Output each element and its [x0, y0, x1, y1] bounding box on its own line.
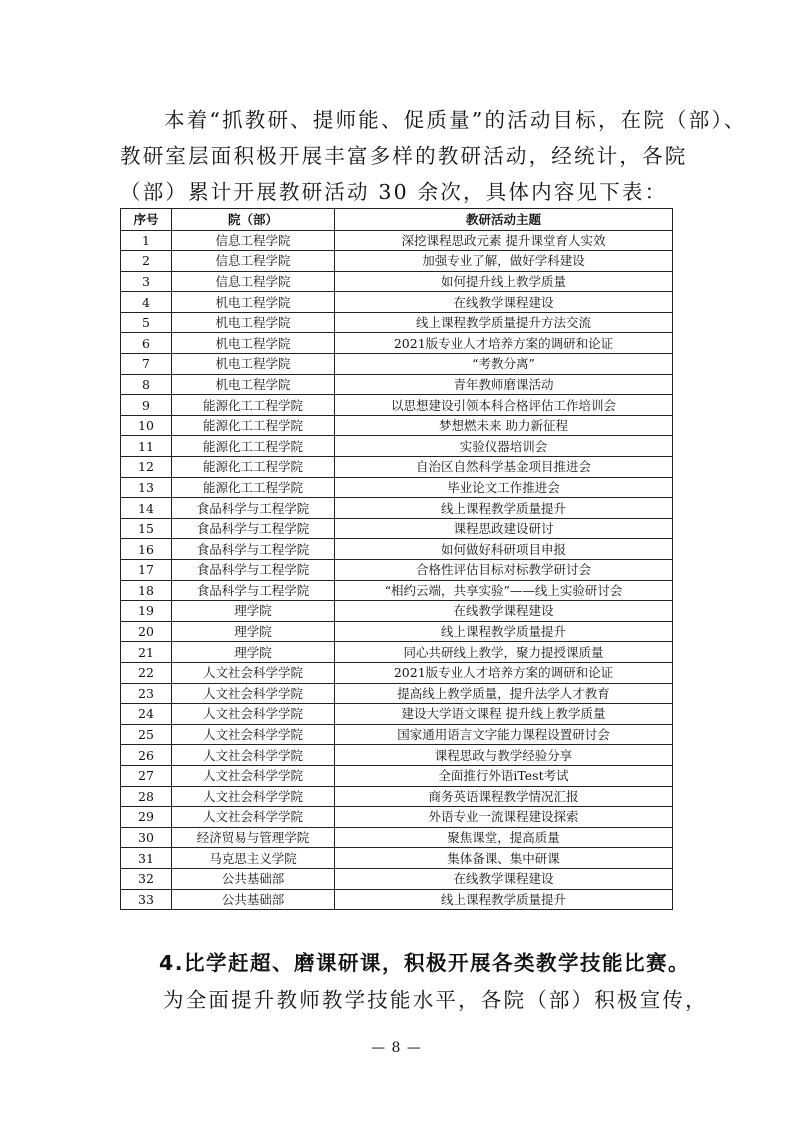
- table-row: [121, 601, 673, 622]
- row-index: 30: [121, 827, 172, 848]
- row-topic: 青年教师磨课活动: [335, 374, 673, 395]
- section-heading: 4.比学赶超、磨课研课，积极开展各类教学技能比赛。: [159, 951, 691, 975]
- activity-table: [120, 208, 673, 910]
- table-row: [121, 539, 673, 560]
- row-index: 2: [121, 251, 172, 272]
- table-row: [121, 498, 673, 519]
- row-department: 人文社会科学学院: [172, 724, 335, 745]
- row-topic: “考教分离”: [335, 354, 673, 375]
- row-index: 32: [121, 868, 172, 889]
- row-department: 人文社会科学学院: [172, 786, 335, 807]
- table-row: [121, 518, 673, 539]
- row-department: 人文社会科学学院: [172, 807, 335, 828]
- row-index: 14: [121, 498, 172, 519]
- table-row: [121, 374, 673, 395]
- intro-line: 本着“抓教研、提师能、促质量”的活动目标，在院（部）、: [164, 108, 747, 132]
- row-index: 16: [121, 539, 172, 560]
- row-department: 机电工程学院: [172, 292, 335, 313]
- row-index: 3: [121, 271, 172, 292]
- row-department: 能源化工工程学院: [172, 457, 335, 478]
- row-index: 21: [121, 642, 172, 663]
- table-row: [121, 354, 673, 375]
- row-topic: 在线教学课程建设: [335, 868, 673, 889]
- row-index: 33: [121, 889, 172, 910]
- row-department: 经济贸易与管理学院: [172, 827, 335, 848]
- row-department: 人文社会科学学院: [172, 745, 335, 766]
- row-topic: 线上课程教学质量提升: [335, 621, 673, 642]
- row-index: 24: [121, 704, 172, 725]
- header-topic: 教研活动主题: [335, 209, 673, 231]
- table-row: [121, 312, 673, 333]
- row-topic: 线上课程教学质量提升: [335, 498, 673, 519]
- row-department: 机电工程学院: [172, 374, 335, 395]
- row-index: 22: [121, 662, 172, 683]
- row-topic: 在线教学课程建设: [335, 601, 673, 622]
- row-department: 理学院: [172, 621, 335, 642]
- table-row: [121, 560, 673, 581]
- row-topic: 在线教学课程建设: [335, 292, 673, 313]
- table-row: [121, 477, 673, 498]
- row-department: 食品科学与工程学院: [172, 560, 335, 581]
- row-topic: 2021版专业人才培养方案的调研和论证: [335, 662, 673, 683]
- table-row: [121, 292, 673, 313]
- table-row: [121, 848, 673, 869]
- row-department: 马克思主义学院: [172, 848, 335, 869]
- row-index: 17: [121, 560, 172, 581]
- table-row: [121, 868, 673, 889]
- row-department: 理学院: [172, 601, 335, 622]
- header-department: 院（部）: [172, 209, 335, 231]
- row-index: 8: [121, 374, 172, 395]
- row-index: 5: [121, 312, 172, 333]
- row-index: 9: [121, 395, 172, 416]
- row-department: 信息工程学院: [172, 271, 335, 292]
- row-department: 公共基础部: [172, 868, 335, 889]
- table-row: [121, 436, 673, 457]
- table-row: [121, 457, 673, 478]
- row-index: 6: [121, 333, 172, 354]
- table-row: [121, 827, 673, 848]
- intro-paragraph: [120, 102, 747, 210]
- row-department: 理学院: [172, 642, 335, 663]
- table-row: [121, 333, 673, 354]
- table-row: [121, 580, 673, 601]
- intro-line: 教研室层面积极开展丰富多样的教研活动，经统计，各院: [120, 144, 688, 168]
- row-topic: 商务英语课程教学情况汇报: [335, 786, 673, 807]
- row-topic: 聚焦课堂，提高质量: [335, 827, 673, 848]
- row-index: 10: [121, 415, 172, 436]
- row-department: 人文社会科学学院: [172, 704, 335, 725]
- section-paragraph: 为全面提升教师教学技能水平，各院（部）积极宣传，: [163, 988, 708, 1012]
- row-department: 能源化工工程学院: [172, 436, 335, 457]
- table-row: [121, 704, 673, 725]
- row-department: 公共基础部: [172, 889, 335, 910]
- row-department: 能源化工工程学院: [172, 477, 335, 498]
- row-department: 能源化工工程学院: [172, 395, 335, 416]
- row-index: 13: [121, 477, 172, 498]
- row-topic: 毕业论文工作推进会: [335, 477, 673, 498]
- row-index: 18: [121, 580, 172, 601]
- table-row: [121, 415, 673, 436]
- table-row: [121, 745, 673, 766]
- table-row: [121, 765, 673, 786]
- row-topic: 集体备课、集中研课: [335, 848, 673, 869]
- row-topic: 实验仪器培训会: [335, 436, 673, 457]
- row-topic: 如何提升线上教学质量: [335, 271, 673, 292]
- row-department: 食品科学与工程学院: [172, 580, 335, 601]
- row-index: 25: [121, 724, 172, 745]
- row-department: 信息工程学院: [172, 230, 335, 251]
- row-index: 27: [121, 765, 172, 786]
- row-topic: 提高线上教学质量，提升法学人才教育: [335, 683, 673, 704]
- row-topic: 加强专业了解，做好学科建设: [335, 251, 673, 272]
- row-index: 26: [121, 745, 172, 766]
- row-department: 人文社会科学学院: [172, 683, 335, 704]
- row-department: 信息工程学院: [172, 251, 335, 272]
- table-row: [121, 724, 673, 745]
- table-row: [121, 271, 673, 292]
- row-topic: 梦想燃未来 助力新征程: [335, 415, 673, 436]
- row-topic: 合格性评估目标对标教学研讨会: [335, 560, 673, 581]
- row-index: 4: [121, 292, 172, 313]
- row-index: 15: [121, 518, 172, 539]
- row-topic: 线上课程教学质量提升方法交流: [335, 312, 673, 333]
- table-row: [121, 642, 673, 663]
- row-topic: 国家通用语言文字能力课程设置研讨会: [335, 724, 673, 745]
- row-index: 31: [121, 848, 172, 869]
- intro-line: （部）累计开展教研活动 30 余次，具体内容见下表：: [120, 180, 668, 204]
- row-department: 能源化工工程学院: [172, 415, 335, 436]
- row-index: 12: [121, 457, 172, 478]
- row-topic: 全面推行外语iTest考试: [335, 765, 673, 786]
- page-number: — 8 —: [371, 1040, 422, 1056]
- row-index: 11: [121, 436, 172, 457]
- table-row: [121, 395, 673, 416]
- row-index: 7: [121, 354, 172, 375]
- header-index: 序号: [121, 209, 172, 231]
- row-department: 人文社会科学学院: [172, 765, 335, 786]
- row-department: 人文社会科学学院: [172, 662, 335, 683]
- table-row: [121, 683, 673, 704]
- row-topic: 如何做好科研项目申报: [335, 539, 673, 560]
- row-topic: 线上课程教学质量提升: [335, 889, 673, 910]
- row-index: 20: [121, 621, 172, 642]
- row-department: 机电工程学院: [172, 312, 335, 333]
- row-department: 食品科学与工程学院: [172, 539, 335, 560]
- row-department: 机电工程学院: [172, 333, 335, 354]
- table-row: [121, 251, 673, 272]
- table-row: [121, 662, 673, 683]
- table-row: [121, 889, 673, 910]
- row-index: 28: [121, 786, 172, 807]
- row-topic: 课程思政建设研讨: [335, 518, 673, 539]
- table-row: [121, 807, 673, 828]
- row-topic: 2021版专业人才培养方案的调研和论证: [335, 333, 673, 354]
- table-row: [121, 621, 673, 642]
- row-topic: 深挖课程思政元素 提升课堂育人实效: [335, 230, 673, 251]
- row-topic: “相约云端，共享实验”——线上实验研讨会: [335, 580, 673, 601]
- row-index: 19: [121, 601, 172, 622]
- row-department: 机电工程学院: [172, 354, 335, 375]
- table-row: [121, 230, 673, 251]
- row-topic: 外语专业一流课程建设探索: [335, 807, 673, 828]
- row-index: 1: [121, 230, 172, 251]
- row-topic: 课程思政与教学经验分享: [335, 745, 673, 766]
- row-topic: 同心共研线上教学，聚力提授课质量: [335, 642, 673, 663]
- row-topic: 建设大学语文课程 提升线上教学质量: [335, 704, 673, 725]
- table-body: [121, 230, 673, 910]
- row-topic: 以思想建设引领本科合格评估工作培训会: [335, 395, 673, 416]
- row-topic: 自治区自然科学基金项目推进会: [335, 457, 673, 478]
- table-row: [121, 786, 673, 807]
- table-header-row: [121, 209, 673, 231]
- row-department: 食品科学与工程学院: [172, 498, 335, 519]
- row-department: 食品科学与工程学院: [172, 518, 335, 539]
- row-index: 29: [121, 807, 172, 828]
- row-index: 23: [121, 683, 172, 704]
